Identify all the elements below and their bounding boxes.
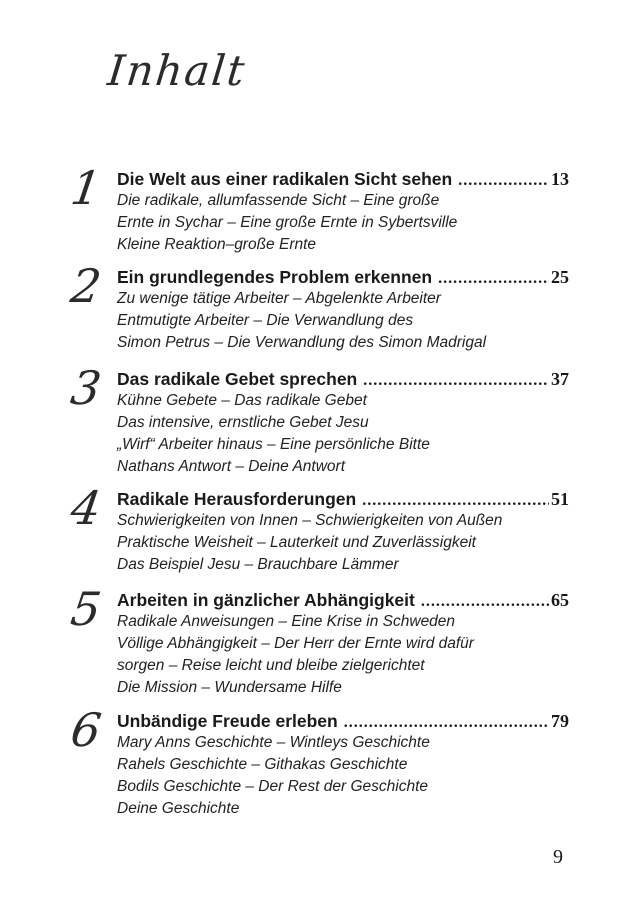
subtopic-line: Das intensive, ernstliche Gebet Jesu	[117, 414, 369, 431]
chapter-title[interactable]: Unbändige Freude erleben	[117, 711, 338, 731]
subtopic-line: Schwierigkeiten von Innen – Schwierigkeiten von Außen	[117, 512, 503, 529]
subtopic-line: „Wirf“ Arbeiter hinaus – Eine persönliche Bitte	[117, 436, 430, 453]
chapter-number: 2	[67, 259, 105, 313]
subtopic-line: Völlige Abhängigkeit – Der Herr der Ernte wird dafür	[117, 635, 474, 652]
subtopic-line: Praktische Weisheit – Lauterkeit und Zuverlässigkeit	[117, 534, 476, 551]
dot-leader	[363, 372, 549, 390]
chapter-title[interactable]: Radikale Herausforderungen	[117, 489, 357, 509]
chapter-page-number: 37	[551, 369, 569, 389]
chapter-heading[interactable]	[117, 266, 569, 288]
subtopic-line: sorgen – Reise leicht und bleibe zielgerichtet	[117, 657, 425, 674]
page-number: 9	[553, 846, 563, 868]
chapter-number: 4	[67, 481, 105, 535]
chapter-subtopics	[117, 190, 577, 256]
chapter-subtopics	[117, 288, 577, 354]
dot-leader	[362, 492, 549, 510]
chapter-subtopics	[117, 732, 577, 820]
subtopic-line: Nathans Antwort – Deine Antwort	[117, 458, 346, 475]
chapter-heading[interactable]	[117, 589, 569, 611]
subtopic-line: Die radikale, allumfassende Sicht – Eine große	[117, 192, 440, 209]
chapter-title[interactable]: Das radikale Gebet sprechen	[117, 369, 358, 389]
chapter-number: 5	[67, 582, 105, 636]
chapter-page-number: 25	[551, 267, 569, 287]
chapter-page-number: 65	[551, 590, 569, 610]
chapter-number: 6	[67, 703, 105, 757]
dot-leader	[438, 270, 549, 288]
subtopic-line: Das Beispiel Jesu – Brauchbare Lämmer	[117, 556, 399, 573]
chapter-page-number: 79	[551, 711, 569, 731]
chapter-heading[interactable]	[117, 710, 569, 732]
page-title: Inhalt	[105, 46, 249, 95]
chapter-page-number: 51	[551, 489, 569, 509]
chapter-title[interactable]: Arbeiten in gänzlicher Abhängigkeit	[117, 590, 415, 610]
subtopic-line: Mary Anns Geschichte – Wintleys Geschichte	[117, 734, 430, 751]
chapter-heading[interactable]	[117, 368, 569, 390]
chapter-heading[interactable]	[117, 168, 569, 190]
chapter-title[interactable]: Die Welt aus einer radikalen Sicht sehen	[117, 169, 453, 189]
chapter-subtopics	[117, 510, 577, 576]
chapter-subtopics	[117, 390, 577, 478]
subtopic-line: Rahels Geschichte – Githakas Geschichte	[117, 756, 408, 773]
chapter-heading[interactable]	[117, 488, 569, 510]
chapter-subtopics	[117, 611, 577, 699]
subtopic-line: Radikale Anweisungen – Eine Krise in Schweden	[117, 613, 456, 630]
subtopic-line: Ernte in Sychar – Eine große Ernte in Sybertsville	[117, 214, 458, 231]
subtopic-line: Deine Geschichte	[117, 800, 240, 817]
chapter-number: 1	[67, 161, 105, 215]
subtopic-line: Kühne Gebete – Das radikale Gebet	[117, 392, 367, 409]
chapter-page-number: 13	[551, 169, 569, 189]
dot-leader	[421, 593, 549, 611]
subtopic-line: Die Mission – Wundersame Hilfe	[117, 679, 342, 696]
subtopic-line: Bodils Geschichte – Der Rest der Geschichte	[117, 778, 428, 795]
subtopic-line: Kleine Reaktion–große Ernte	[117, 236, 317, 253]
dot-leader	[458, 172, 549, 190]
chapter-number: 3	[67, 361, 105, 415]
subtopic-line: Simon Petrus – Die Verwandlung des Simon Madrigal	[117, 334, 487, 351]
subtopic-line: Entmutigte Arbeiter – Die Verwandlung des	[117, 312, 414, 329]
chapter-title[interactable]: Ein grundlegendes Problem erkennen	[117, 267, 433, 287]
subtopic-line: Zu wenige tätige Arbeiter – Abgelenkte Arbeiter	[117, 290, 441, 307]
dot-leader	[344, 714, 549, 732]
